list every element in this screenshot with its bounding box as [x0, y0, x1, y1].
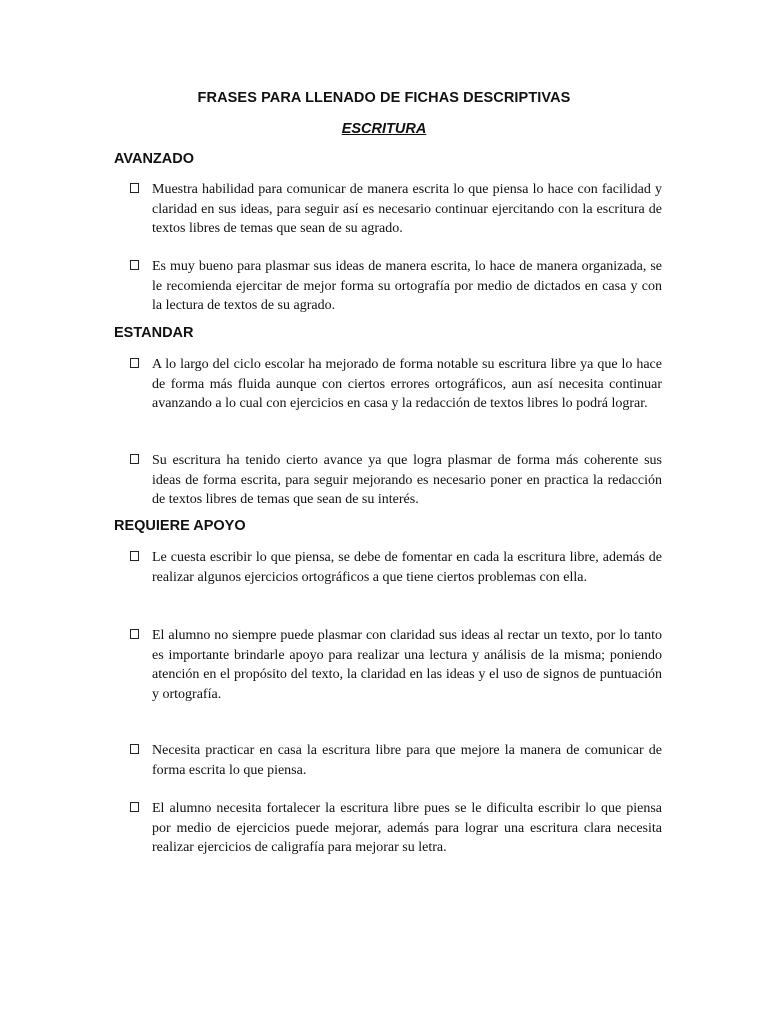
document-subtitle: ESCRITURA	[341, 121, 427, 137]
section-heading-estandar: ESTANDAR	[114, 325, 194, 341]
checkbox-bullet-icon	[130, 183, 139, 193]
list-item-text: El alumno necesita fortalecer la escritura libre pues se le dificulta escribir lo que piensa por medio de ejercicios puede mejorar, además para lograr una escritura clara necesita realizar ejercicios de caligrafía para mejorar su letra.	[152, 801, 662, 855]
list-item	[130, 548, 662, 587]
list-item	[130, 626, 662, 704]
list-item-text: Es muy bueno para plasmar sus ideas de manera escrita, lo hace de manera organizada, se le recomienda ejercitar de mejor forma su ortografía por medio de dictados en casa y con la lectura de textos de su agrado.	[152, 259, 662, 313]
list-item-text: Muestra habilidad para comunicar de manera escrita lo que piensa lo hace con facilidad y claridad en sus ideas, para seguir así es necesario continuar ejercitando con la escritura de textos libres de temas que sean de su agrado.	[152, 182, 662, 236]
list-item-text: Necesita practicar en casa la escritura libre para que mejore la manera de comunicar de forma escrita lo que piensa.	[152, 743, 662, 778]
checkbox-bullet-icon	[130, 551, 139, 561]
list-item-text: A lo largo del ciclo escolar ha mejorado de forma notable su escritura libre ya que lo hace de forma más fluida aunque con ciertos errores ortográficos, aun así necesita continuar avanzando a lo cual con ejercicios en casa y la redacción de textos libres lo podrá lograr.	[152, 357, 662, 411]
checkbox-bullet-icon	[130, 629, 139, 639]
checkbox-bullet-icon	[130, 454, 139, 464]
list-item	[130, 741, 662, 780]
section-heading-requiere-apoyo: REQUIERE APOYO	[114, 518, 246, 534]
list-item	[130, 799, 662, 858]
document-title: FRASES PARA LLENADO DE FICHAS DESCRIPTIVAS	[197, 90, 571, 106]
list-item-text: Le cuesta escribir lo que piensa, se debe de fomentar en cada la escritura libre, además de realizar algunos ejercicios ortográficos a que tiene ciertos problemas con ella.	[152, 550, 662, 585]
list-item-text: Su escritura ha tenido cierto avance ya que logra plasmar de forma más coherente sus ideas de forma escrita, para seguir mejorando es necesario poner en practica la redacción de textos libres de temas que sean de su interés.	[152, 453, 662, 507]
list-item-text: El alumno no siempre puede plasmar con claridad sus ideas al rectar un texto, por lo tanto es importante brindarle apoyo para realizar una lectura y análisis de la misma; poniendo atención en el propósito del texto, la claridad en las ideas y el uso de signos de puntuación y ortografía.	[152, 628, 662, 702]
section-heading-avanzado: AVANZADO	[114, 151, 195, 167]
checkbox-bullet-icon	[130, 744, 139, 754]
list-item	[130, 451, 662, 510]
list-item	[130, 180, 662, 239]
checkbox-bullet-icon	[130, 802, 139, 812]
list-item	[130, 257, 662, 316]
checkbox-bullet-icon	[130, 260, 139, 270]
list-item	[130, 355, 662, 414]
checkbox-bullet-icon	[130, 358, 139, 368]
